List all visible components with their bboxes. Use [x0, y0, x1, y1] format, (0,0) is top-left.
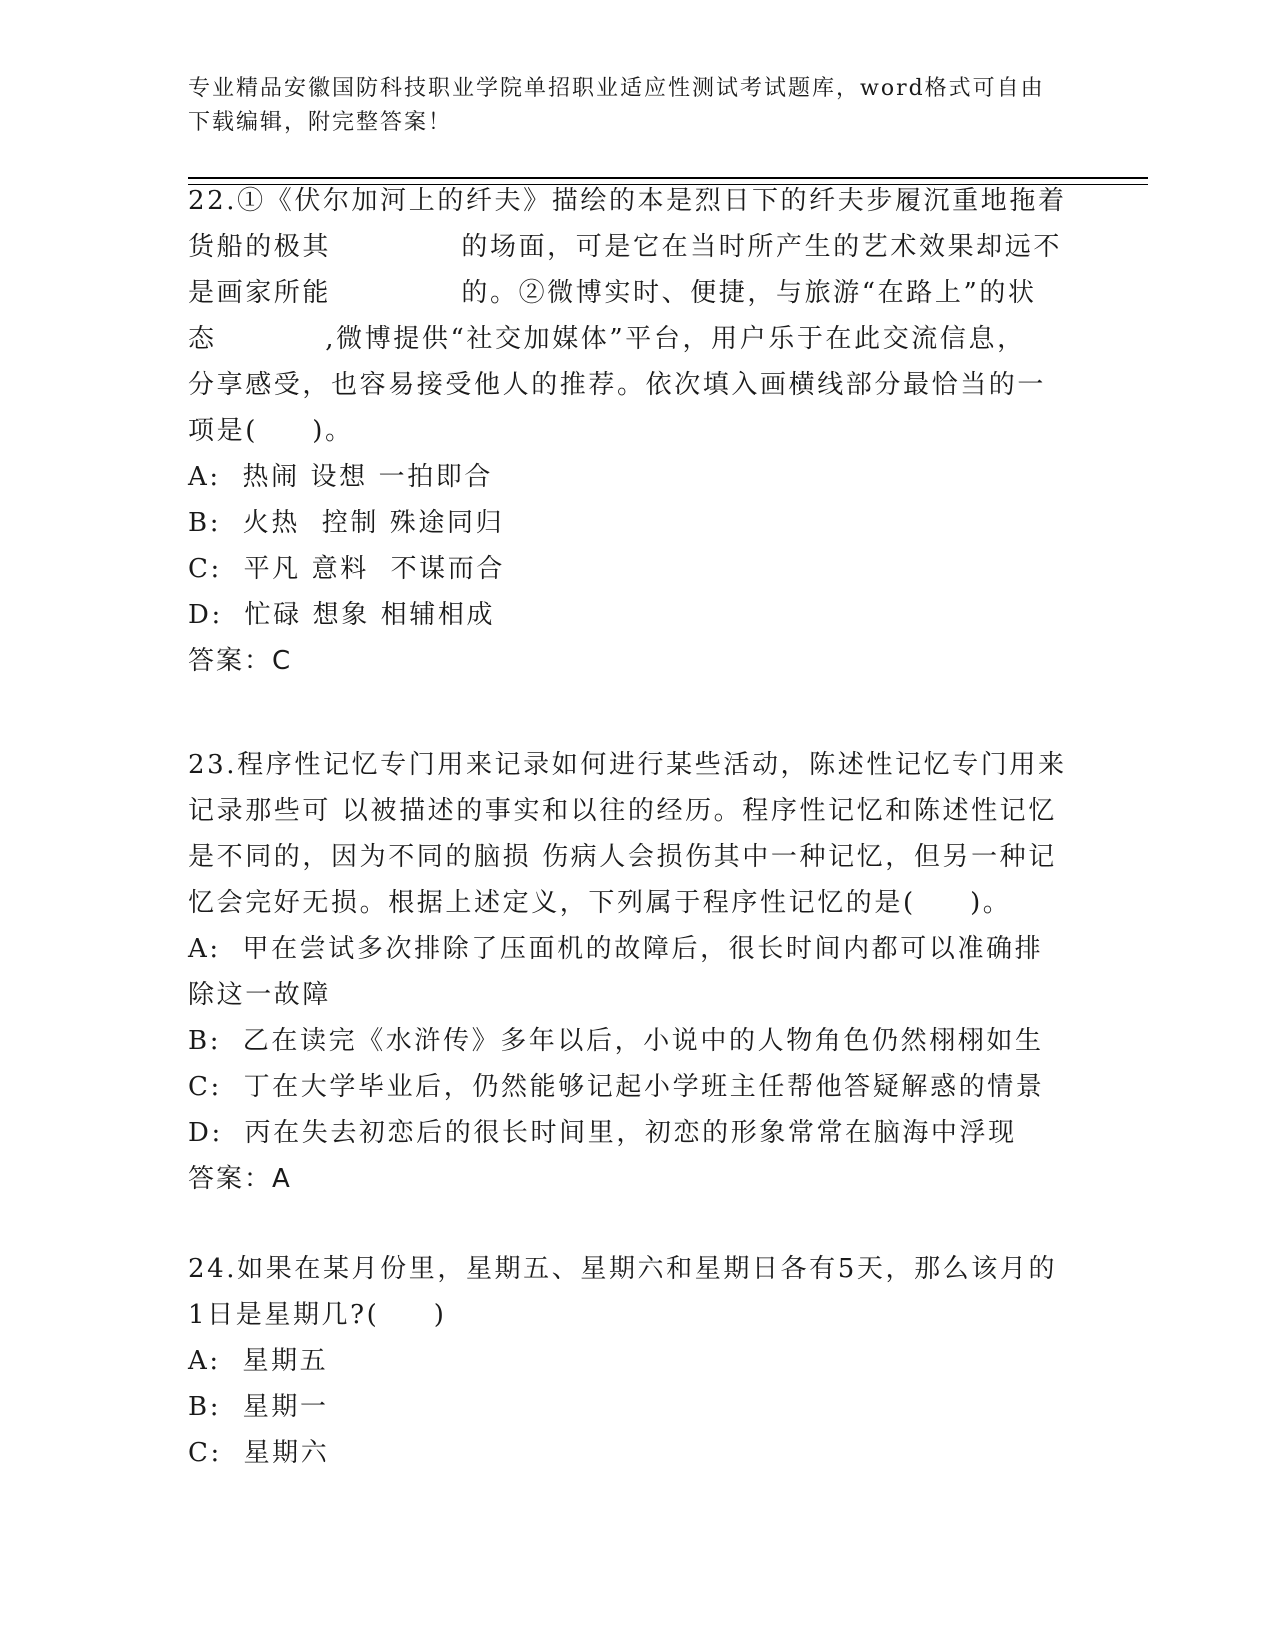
option-b: B: 火热 控制 殊途同归: [188, 508, 505, 538]
question-text-line: 1日是星期几?( ): [188, 1300, 447, 1330]
option-b: B: 乙在读完《水浒传》多年以后，小说中的人物角色仍然栩栩如生: [188, 1026, 1044, 1056]
option-b: B: 星期一: [188, 1392, 329, 1422]
option-a: A: 星期五: [188, 1346, 329, 1376]
question-text-line: 态 ,微博提供“社交加媒体”平台，用户乐于在此交流信息，: [188, 324, 1026, 354]
question-text-line: 24.如果在某月份里，星期五、星期六和星期日各有5天，那么该月的: [188, 1254, 1058, 1284]
question-text-line: 记录那些可 以被描述的事实和以往的经历。程序性记忆和陈述性记忆: [188, 796, 1057, 826]
question-text-line: 忆会完好无损。根据上述定义，下列属于程序性记忆的是( )。: [188, 888, 1012, 918]
option-a-continued: 除这一故障: [188, 980, 332, 1010]
answer-label: 答案：C: [188, 646, 293, 676]
header-line-2: 下载编辑，附完整答案！: [188, 110, 453, 135]
question-text-line: 货船的极其 的场面，可是它在当时所产生的艺术效果却远不: [188, 232, 1062, 262]
question-24: [188, 1246, 1078, 1476]
question-text-line: 23.程序性记忆专门用来记录如何进行某些活动，陈述性记忆专门用来: [188, 750, 1067, 780]
question-text-line: 分享感受，也容易接受他人的推荐。依次填入画横线部分最恰当的一: [188, 370, 1047, 400]
question-text-line: 是不同的，因为不同的脑损 伤病人会损伤其中一种记忆，但另一种记: [188, 842, 1057, 872]
question-text-line: 项是( )。: [188, 416, 354, 446]
answer-label: 答案：A: [188, 1164, 292, 1194]
option-c: C: 平凡 意料 不谋而合: [188, 554, 505, 584]
question-text-line: 22.①《伏尔加河上的纤夫》描绘的本是烈日下的纤夫步履沉重地拖着: [188, 186, 1067, 216]
option-a: A: 甲在尝试多次排除了压面机的故障后，很长时间内都可以准确排: [188, 934, 1044, 964]
option-a: A: 热闹 设想 一拍即合: [188, 462, 493, 492]
option-d: D: 忙碌 想象 相辅相成: [188, 600, 496, 630]
option-c: C: 丁在大学毕业后，仍然能够记起小学班主任帮他答疑解惑的情景: [188, 1072, 1045, 1102]
question-22: [188, 178, 1078, 684]
option-c: C: 星期六: [188, 1438, 330, 1468]
header-line-1: 专业精品安徽国防科技职业学院单招职业适应性测试考试题库，word格式可自由: [188, 76, 1045, 101]
question-text-line: 是画家所能 的。②微博实时、便捷，与旅游“在路上”的状: [188, 278, 1037, 308]
option-d: D: 丙在失去初恋后的很长时间里，初恋的形象常常在脑海中浮现: [188, 1118, 1017, 1148]
question-23: [188, 742, 1078, 1202]
document-header: [188, 72, 1068, 140]
